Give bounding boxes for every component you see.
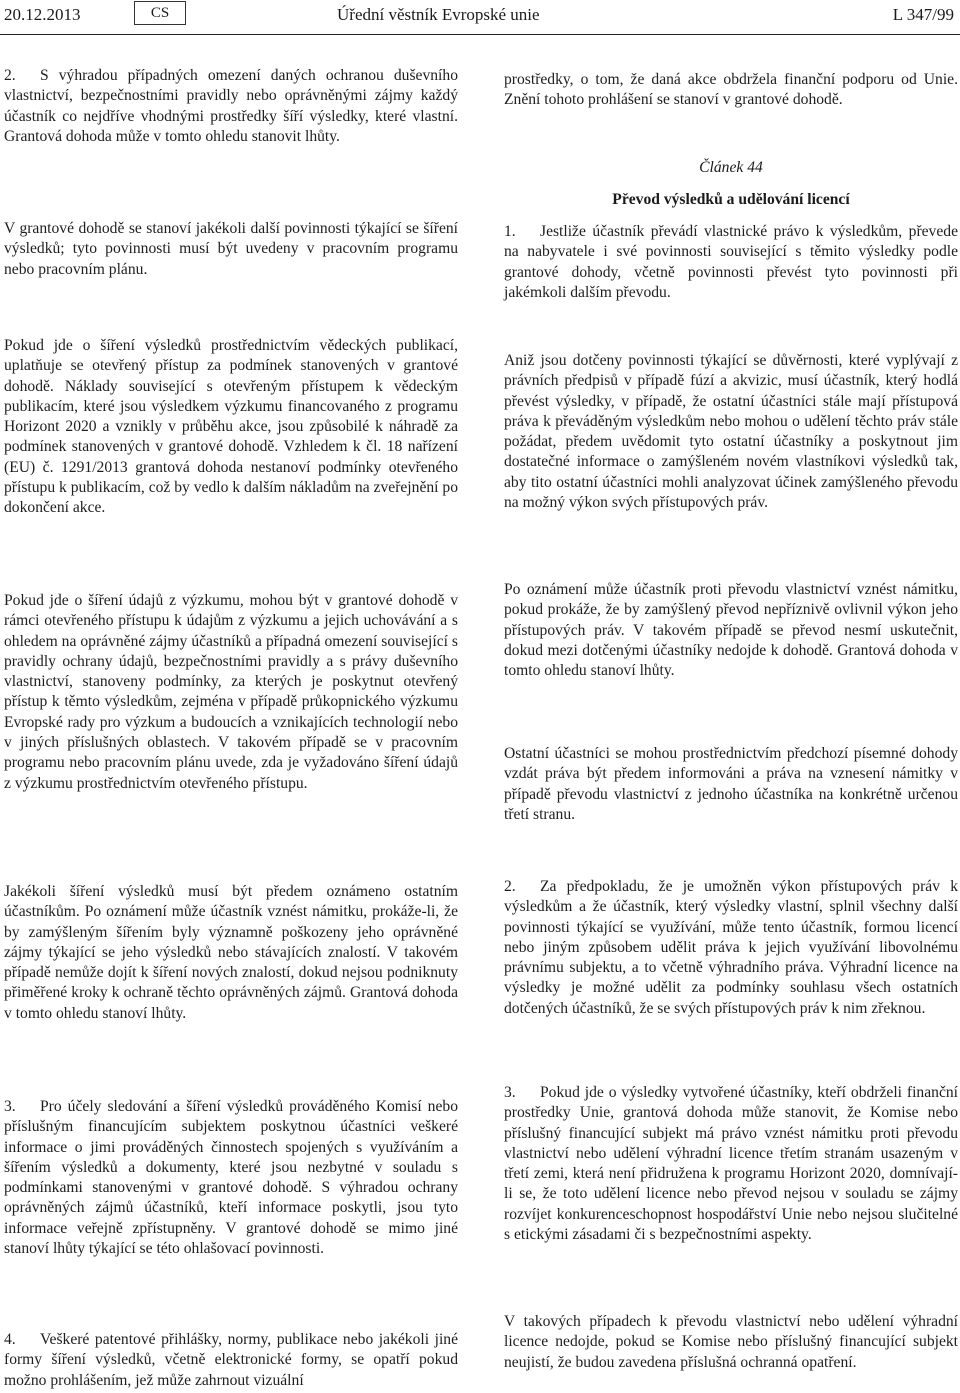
paragraph-text: Pokud jde o výsledky vytvořené účastníky, kteří obdrželi finanční prostředky Unie, grantová dohoda může stanovit, že Komise nebo příslušný financující subjekt má právo vznést námitku proti převodu vlastnictví nebo udělení výhradní licence třetím stranám usazeným v třetí zemi, která není přidružena k programu Horizont 2020, domnívají-li se, že toto udělení licence nebo převod nejsou v souladu se zájmy rozvíjet konkurenceschopnost hospodářství Unie nebo nejsou slučitelné s etickými zásadami či s bezpečnostními aspekty. [504, 1084, 958, 1244]
publication-date: 20.12.2013 [4, 5, 81, 24]
paragraph-right-1 [504, 222, 958, 303]
paragraph-text: prostředky, o tom, že daná akce obdržela finanční podporu od Unie. Znění tohoto prohlášení se stanoví v grantové dohodě. [504, 71, 958, 109]
paragraph-left-4 [4, 591, 458, 794]
journal-title: Úřední věstník Evropské unie [337, 5, 540, 24]
paragraph-right-7 [504, 1312, 958, 1373]
paragraph-text: Jakékoli šíření výsledků musí být předem oznámeno ostatním účastníkům. Po oznámení může účastník vznést námitku, prokáže-li, že by zamýšleným šířením byly významně poškozeny jeho oprávněné zájmy týkající se jeho výsledků nebo stávajících znalostí. V takovém případě nemůže dojít k šíření nových znalostí, dokud nejsou podniknuty přiměřené kroky k ochraně těchto oprávněných zájmů. Grantová dohoda v tomto ohledu stanoví lhůty. [4, 883, 458, 1022]
paragraph-text: Za předpokladu, že je umožněn výkon přístupových práv k výsledkům a že účastník, který výsledky vlastní, splnil všechny další povinnosti týkající se využívání, může tento účastník, formou licencí nebo jiným způsobem udělit práva k jejich využívání libovolnému právnímu subjektu, a to včetně výhradního práva. Výhradní licence na výsledky je možné udělit za podmínky souhlasu všech ostatních dotčených účastníků, že se svých přístupových práv k nim zřeknou. [504, 878, 958, 1017]
paragraph-text: Pokud jde o šíření výsledků prostřednictvím vědeckých publikací, uplatňuje se otevřený přístup za podmínek stanovených v grantové dohodě. Náklady související s otevřeným přístupem k vědeckým publikacím, které jsou výsledkem výzkumu financovaného z programu Horizont 2020 a vznikly v průběhu akce, jsou způsobilé k náhradě za podmínek stanovených v grantové dohodě. Vzhledem k čl. 18 nařízení (EU) č. 1291/2013 grantová dohoda nestanoví podmínky otevřeného přístupu k publikacím, což by vedlo k dalším nákladům na zveřejnění po dokončení akce. [4, 337, 458, 517]
paragraph-number: 3. [4, 1098, 16, 1115]
paragraph-number: 4. [4, 1331, 16, 1348]
paragraph-right-2 [504, 351, 958, 513]
paragraph-text: Pokud jde o šíření údajů z výzkumu, mohou být v grantové dohodě v rámci otevřeného přístupu k údajům z výzkumu a jejich uchovávání a s ohledem na oprávněné zájmy účastníků a případná omezení související s pravidly ochrany údajů, bezpečnostními pravidly a s právy duševního vlastnictví, stanoveny podmínky, za kterých je poskytnut otevřený přístup k těmto výsledkům, zejména v případě průkopnického výzkumu Evropské rady pro výzkum a budoucích a vznikajících technologií nebo v jiných příslušných oblastech. V takovém případě se v pracovním programu nebo pracovním plánu uvede, zda je vyžadováno šíření údajů z výzkumu prostřednictvím otevřeného přístupu. [4, 592, 458, 792]
article-heading-block [504, 190, 958, 210]
paragraph-right-continuation [504, 70, 958, 111]
paragraph-text: Jestliže účastník převádí vlastnické právo k výsledkům, převede na nabyvatele i své povinnosti související s těmito výsledky podle grantové dohody, včetně povinnosti převést tyto povinnosti při jakémkoli dalším převodu. [504, 223, 958, 301]
paragraph-number: 2. [4, 67, 16, 84]
paragraph-right-4 [504, 744, 958, 825]
paragraph-left-2 [4, 219, 458, 280]
paragraph-number: 3. [504, 1084, 516, 1101]
article-title-block [504, 158, 958, 178]
paragraph-left-1 [4, 66, 458, 147]
paragraph-right-5 [504, 877, 958, 1019]
paragraph-left-7 [4, 1330, 458, 1391]
language-badge: CS [134, 1, 186, 25]
paragraph-text: V takových případech k převodu vlastnictví nebo udělení výhradní licence nedojde, pokud se Komise nebo příslušný financující subjekt neujistí, že budou zavedena příslušná ochranná opatření. [504, 1313, 958, 1371]
paragraph-text: Ostatní účastníci se mohou prostřednictvím předchozí písemné dohody vzdát práva být předem informováni a práva na vznesení námitky v případě převodu vlastnictví z jednoho účastníka na konkrétně určenou třetí stranu. [504, 745, 958, 823]
paragraph-number: 1. [504, 223, 516, 240]
paragraph-text: Veškeré patentové přihlášky, normy, publikace nebo jakékoli jiné formy šíření výsledků, včetně elektronické formy, se opatří pokud možno prohlášením, jež může zahrnout vizuální [4, 1331, 458, 1389]
paragraph-right-6 [504, 1083, 958, 1245]
paragraph-text: S výhradou případných omezení daných ochranou duševního vlastnictví, bezpečnostními pravidly nebo oprávněnými zájmy každý účastník co nejdříve vhodnými prostředky šíří výsledky, které vlastní. Grantová dohoda může v tomto ohledu stanovit lhůty. [4, 67, 458, 145]
paragraph-right-3 [504, 580, 958, 681]
paragraph-left-5 [4, 882, 458, 1024]
article-heading: Převod výsledků a udělování licencí [612, 191, 850, 208]
paragraph-text: Pro účely sledování a šíření výsledků prováděného Komisí nebo příslušným financujícím subjektem poskytnou účastníci veškeré informace o jimi prováděných činnostech spojených s využíváním a šířením výsledků a dokumenty, které jsou nezbytné v souladu s podmínkami stanovenými v grantové dohodě. S výhradou ochrany oprávněných zájmů účastníků, kteří informace poskytli, jsou tyto informace veřejně zpřístupněny. V grantové dohodě se mimo jiné stanoví lhůty týkající se této ohlašovací povinnosti. [4, 1098, 458, 1258]
paragraph-text: Aniž jsou dotčeny povinnosti týkající se důvěrnosti, které vyplývají z právních předpisů v případě fúzí a akvizic, musí účastník, který hodlá převést výsledky, v případě, že ostatní účastníci stále mají přístupová práva k převáděným výsledkům nebo mohou o udělení těchto práv stále požádat, předem uvědomit tyto ostatní účastníky a poskytnout jim dostatečné informace o zamýšleném novém vlastníkovi výsledků tak, aby tito ostatní účastníci mohli analyzovat účinek zamýšleného převodu na možný výkon svých přístupových práv. [504, 352, 958, 512]
paragraph-text: Po oznámení může účastník proti převodu vlastnictví vznést námitku, pokud prokáže, že by zamýšlený převod nepříznivě ovlivnil výkon jeho přístupových práv. V takovém případě se převod nesmí uskutečnit, dokud mezi dotčenými účastníky nedojde k dohodě. Grantová dohoda v tomto ohledu stanoví lhůty. [504, 581, 958, 680]
header-rule [0, 34, 960, 35]
paragraph-text: V grantové dohodě se stanoví jakékoli další povinnosti týkající se šíření výsledků; tyto povinnosti musí být uvedeny v pracovním programu nebo pracovním plánu. [4, 220, 458, 278]
paragraph-left-6 [4, 1097, 458, 1259]
paragraph-number: 2. [504, 878, 516, 895]
paragraph-left-3 [4, 336, 458, 519]
page-reference: L 347/99 [892, 5, 954, 24]
article-title: Článek 44 [699, 159, 763, 176]
